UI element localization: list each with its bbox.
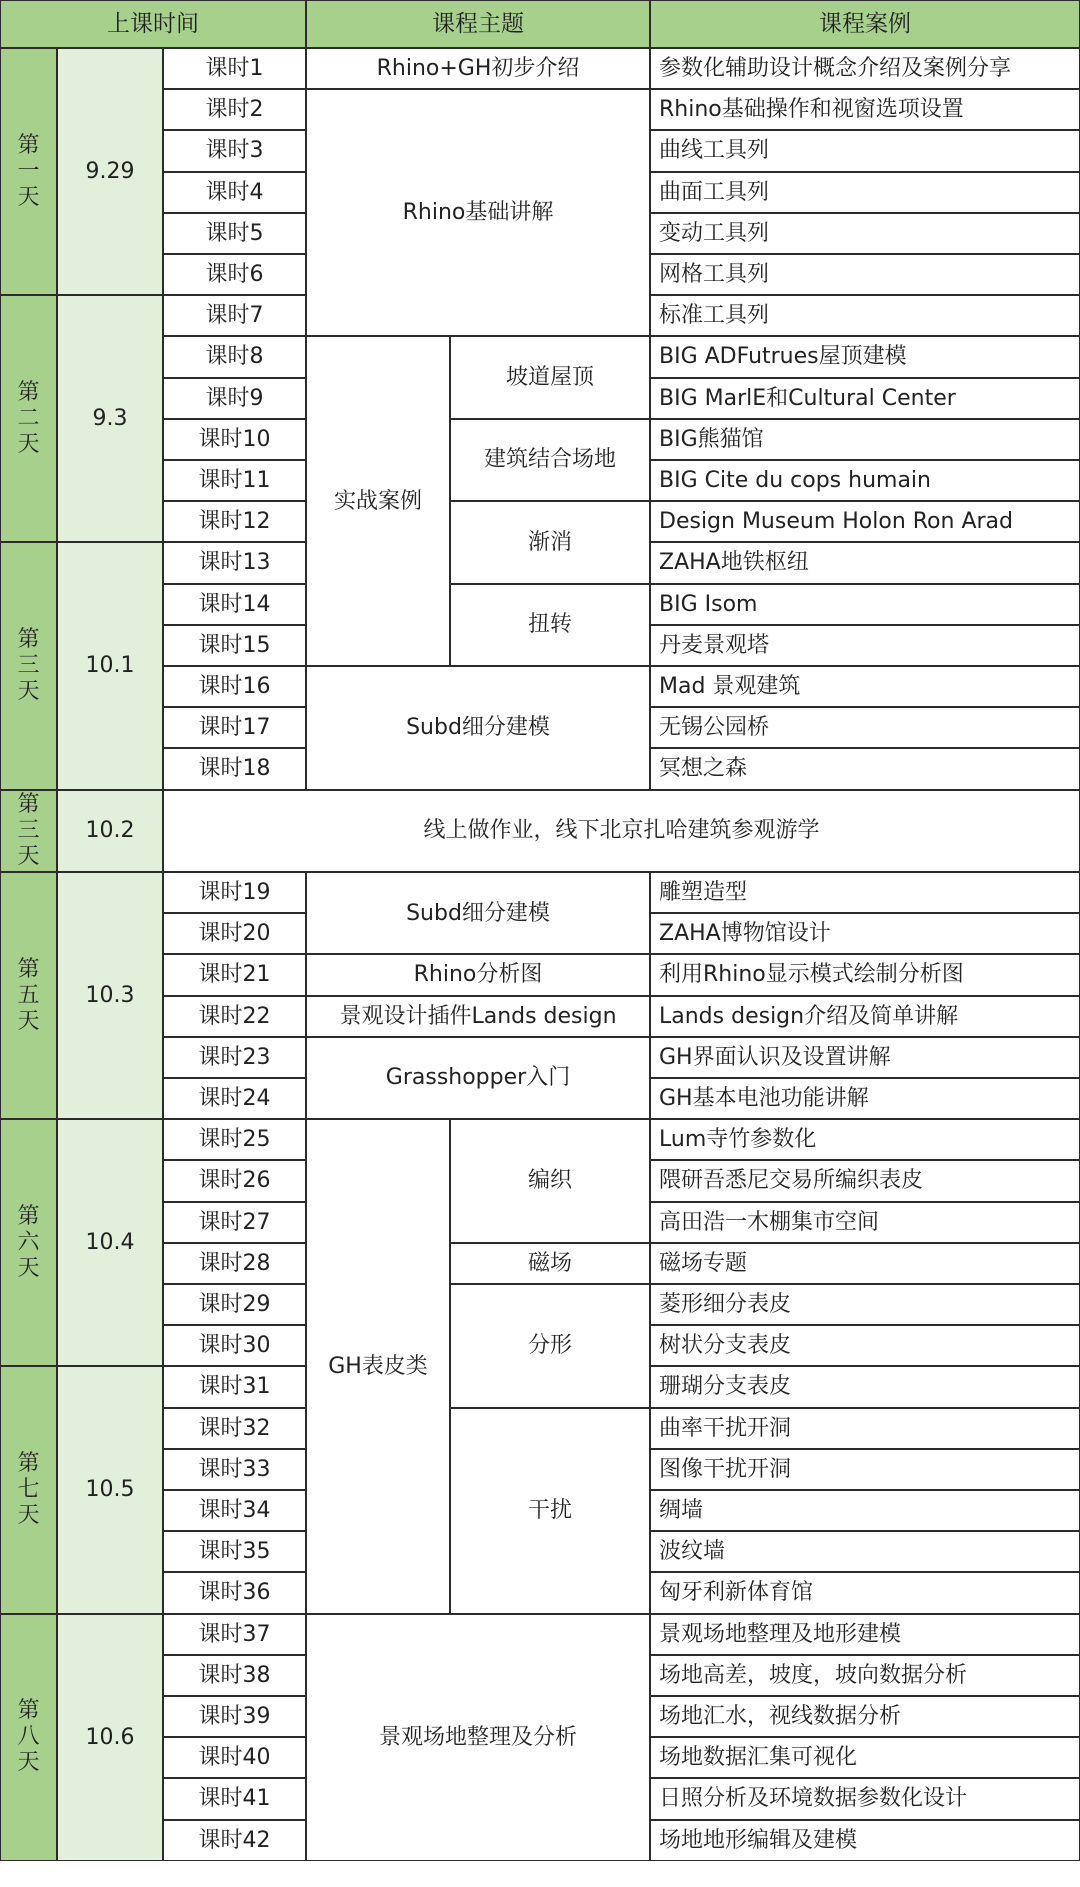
lesson-cell: 课时6 [163,254,306,295]
day-label-char: 天 [17,1750,40,1776]
lesson-cell: 课时14 [163,584,306,625]
topic-cell: Rhino+GH初步介绍 [306,48,650,89]
case-cell: Lum寺竹参数化 [650,1119,1080,1160]
day-label-char: 第 [17,791,40,817]
day-date: 9.3 [57,295,163,542]
lesson-cell: 课时36 [163,1572,306,1613]
lesson-cell: 课时22 [163,996,306,1037]
case-cell: ZAHA博物馆设计 [650,913,1080,954]
day-label [0,48,57,295]
case-cell: BIG MarlE和Cultural Center [650,378,1080,419]
lesson-cell: 课时17 [163,707,306,748]
day-label [0,295,57,542]
lesson-cell: 课时8 [163,336,306,377]
case-cell: 波纹墙 [650,1531,1080,1572]
case-cell: 高田浩一木棚集市空间 [650,1202,1080,1243]
day-date: 10.2 [57,790,163,872]
case-cell: 磁场专题 [650,1243,1080,1284]
lesson-cell: 课时18 [163,748,306,789]
day-label-char: 五 [17,982,40,1008]
case-cell: Mad 景观建筑 [650,666,1080,707]
case-cell: 变动工具列 [650,213,1080,254]
lesson-cell: 课时15 [163,625,306,666]
day-date: 10.3 [57,872,163,1119]
day-label [0,1614,57,1861]
case-cell: 曲率干扰开洞 [650,1408,1080,1449]
lesson-cell: 课时20 [163,913,306,954]
header-case: 课程案例 [650,0,1080,48]
lesson-cell: 课时4 [163,172,306,213]
day-label-char: 天 [17,1255,40,1281]
case-cell: 匈牙利新体育馆 [650,1572,1080,1613]
header-topic: 课程主题 [306,0,650,48]
case-cell: 隈研吾悉尼交易所编织表皮 [650,1160,1080,1201]
day-label-char: 天 [17,843,40,869]
lesson-cell: 课时25 [163,1119,306,1160]
day-label [0,790,57,872]
day-label-char: 三 [17,652,40,678]
day-label [0,1366,57,1613]
day-label-char: 第 [17,1203,40,1229]
lesson-cell: 课时34 [163,1490,306,1531]
case-cell: 丹麦景观塔 [650,625,1080,666]
lesson-cell: 课时29 [163,1284,306,1325]
lesson-cell: 课时3 [163,130,306,171]
lesson-cell: 课时30 [163,1325,306,1366]
case-cell: 雕塑造型 [650,872,1080,913]
day-date: 10.1 [57,542,163,789]
case-cell: BIG Isom [650,584,1080,625]
lesson-cell: 课时42 [163,1820,306,1861]
subtopic-cell: 磁场 [450,1243,650,1284]
lesson-cell: 课时37 [163,1614,306,1655]
day-label [0,872,57,1119]
topic-cell: Rhino基础讲解 [306,89,650,336]
lesson-cell: 课时24 [163,1078,306,1119]
day-date: 10.4 [57,1119,163,1366]
case-cell: 参数化辅助设计概念介绍及案例分享 [650,48,1080,89]
lesson-cell: 课时33 [163,1449,306,1490]
case-cell: 场地汇水，视线数据分析 [650,1696,1080,1737]
day-date: 10.6 [57,1614,163,1861]
day-label-char: 六 [17,1229,40,1255]
lesson-cell: 课时7 [163,295,306,336]
online-note: 线上做作业，线下北京扎哈建筑参观游学 [163,790,1080,872]
subtopic-cell: 渐消 [450,501,650,583]
day-label-char: 第 [17,379,40,405]
case-cell: 网格工具列 [650,254,1080,295]
topic-cell: 实战案例 [306,336,450,666]
day-label-char: 天 [17,1008,40,1034]
day-label-char: 第 [17,956,40,982]
day-label [0,1119,57,1366]
lesson-cell: 课时5 [163,213,306,254]
lesson-cell: 课时39 [163,1696,306,1737]
day-date: 10.5 [57,1366,163,1613]
case-cell: 无锡公园桥 [650,707,1080,748]
subtopic-cell: 干扰 [450,1408,650,1614]
case-cell: 曲线工具列 [650,130,1080,171]
day-label-char: 天 [17,431,40,457]
case-cell: ZAHA地铁枢纽 [650,542,1080,583]
topic-cell: GH表皮类 [306,1119,450,1613]
case-cell: 场地数据汇集可视化 [650,1737,1080,1778]
case-cell: 利用Rhino显示模式绘制分析图 [650,954,1080,995]
subtopic-cell: 坡道屋顶 [450,336,650,418]
lesson-cell: 课时12 [163,501,306,542]
lesson-cell: 课时27 [163,1202,306,1243]
topic-cell: 景观场地整理及分析 [306,1614,650,1861]
day-label-char: 一 [17,158,40,184]
lesson-cell: 课时9 [163,378,306,419]
day-label-char: 第 [17,626,40,652]
header-time: 上课时间 [0,0,306,48]
case-cell: 场地地形编辑及建模 [650,1820,1080,1861]
case-cell: 珊瑚分支表皮 [650,1366,1080,1407]
case-cell: 曲面工具列 [650,172,1080,213]
topic-cell: 景观设计插件Lands design [306,996,650,1037]
lesson-cell: 课时40 [163,1737,306,1778]
day-label-char: 二 [17,405,40,431]
case-cell: 日照分析及环境数据参数化设计 [650,1778,1080,1819]
lesson-cell: 课时2 [163,89,306,130]
case-cell: 图像干扰开洞 [650,1449,1080,1490]
case-cell: BIG ADFutrues屋顶建模 [650,336,1080,377]
day-label-char: 第 [17,132,40,158]
subtopic-cell: 编织 [450,1119,650,1243]
lesson-cell: 课时28 [163,1243,306,1284]
case-cell: 菱形细分表皮 [650,1284,1080,1325]
case-cell: Rhino基础操作和视窗选项设置 [650,89,1080,130]
lesson-cell: 课时21 [163,954,306,995]
lesson-cell: 课时11 [163,460,306,501]
case-cell: 场地高差，坡度，坡向数据分析 [650,1655,1080,1696]
topic-cell: Subd细分建模 [306,666,650,790]
day-label-char: 天 [17,678,40,704]
day-date: 9.29 [57,48,163,295]
subtopic-cell: 扭转 [450,584,650,666]
lesson-cell: 课时16 [163,666,306,707]
lesson-cell: 课时1 [163,48,306,89]
case-cell: 绸墙 [650,1490,1080,1531]
case-cell: GH界面认识及设置讲解 [650,1037,1080,1078]
lesson-cell: 课时13 [163,542,306,583]
lesson-cell: 课时35 [163,1531,306,1572]
case-cell: Lands design介绍及简单讲解 [650,996,1080,1037]
lesson-cell: 课时23 [163,1037,306,1078]
lesson-cell: 课时38 [163,1655,306,1696]
day-label-char: 第 [17,1450,40,1476]
case-cell: 标准工具列 [650,295,1080,336]
day-label-char: 七 [17,1476,40,1502]
subtopic-cell: 建筑结合场地 [450,419,650,501]
lesson-cell: 课时31 [163,1366,306,1407]
day-label-char: 八 [17,1724,40,1750]
day-label-char: 三 [17,817,40,843]
case-cell: 冥想之森 [650,748,1080,789]
topic-cell: Subd细分建模 [306,872,650,954]
lesson-cell: 课时26 [163,1160,306,1201]
lesson-cell: 课时19 [163,872,306,913]
topic-cell: Grasshopper入门 [306,1037,650,1119]
lesson-cell: 课时10 [163,419,306,460]
case-cell: 树状分支表皮 [650,1325,1080,1366]
case-cell: BIG Cite du cops humain [650,460,1080,501]
case-cell: BIG熊猫馆 [650,419,1080,460]
day-label [0,542,57,789]
subtopic-cell: 分形 [450,1284,650,1408]
case-cell: Design Museum Holon Ron Arad [650,501,1080,542]
topic-cell: Rhino分析图 [306,954,650,995]
day-label-char: 天 [17,184,40,210]
day-label-char: 第 [17,1698,40,1724]
case-cell: 景观场地整理及地形建模 [650,1614,1080,1655]
lesson-cell: 课时32 [163,1408,306,1449]
case-cell: GH基本电池功能讲解 [650,1078,1080,1119]
day-label-char: 天 [17,1502,40,1528]
lesson-cell: 课时41 [163,1778,306,1819]
